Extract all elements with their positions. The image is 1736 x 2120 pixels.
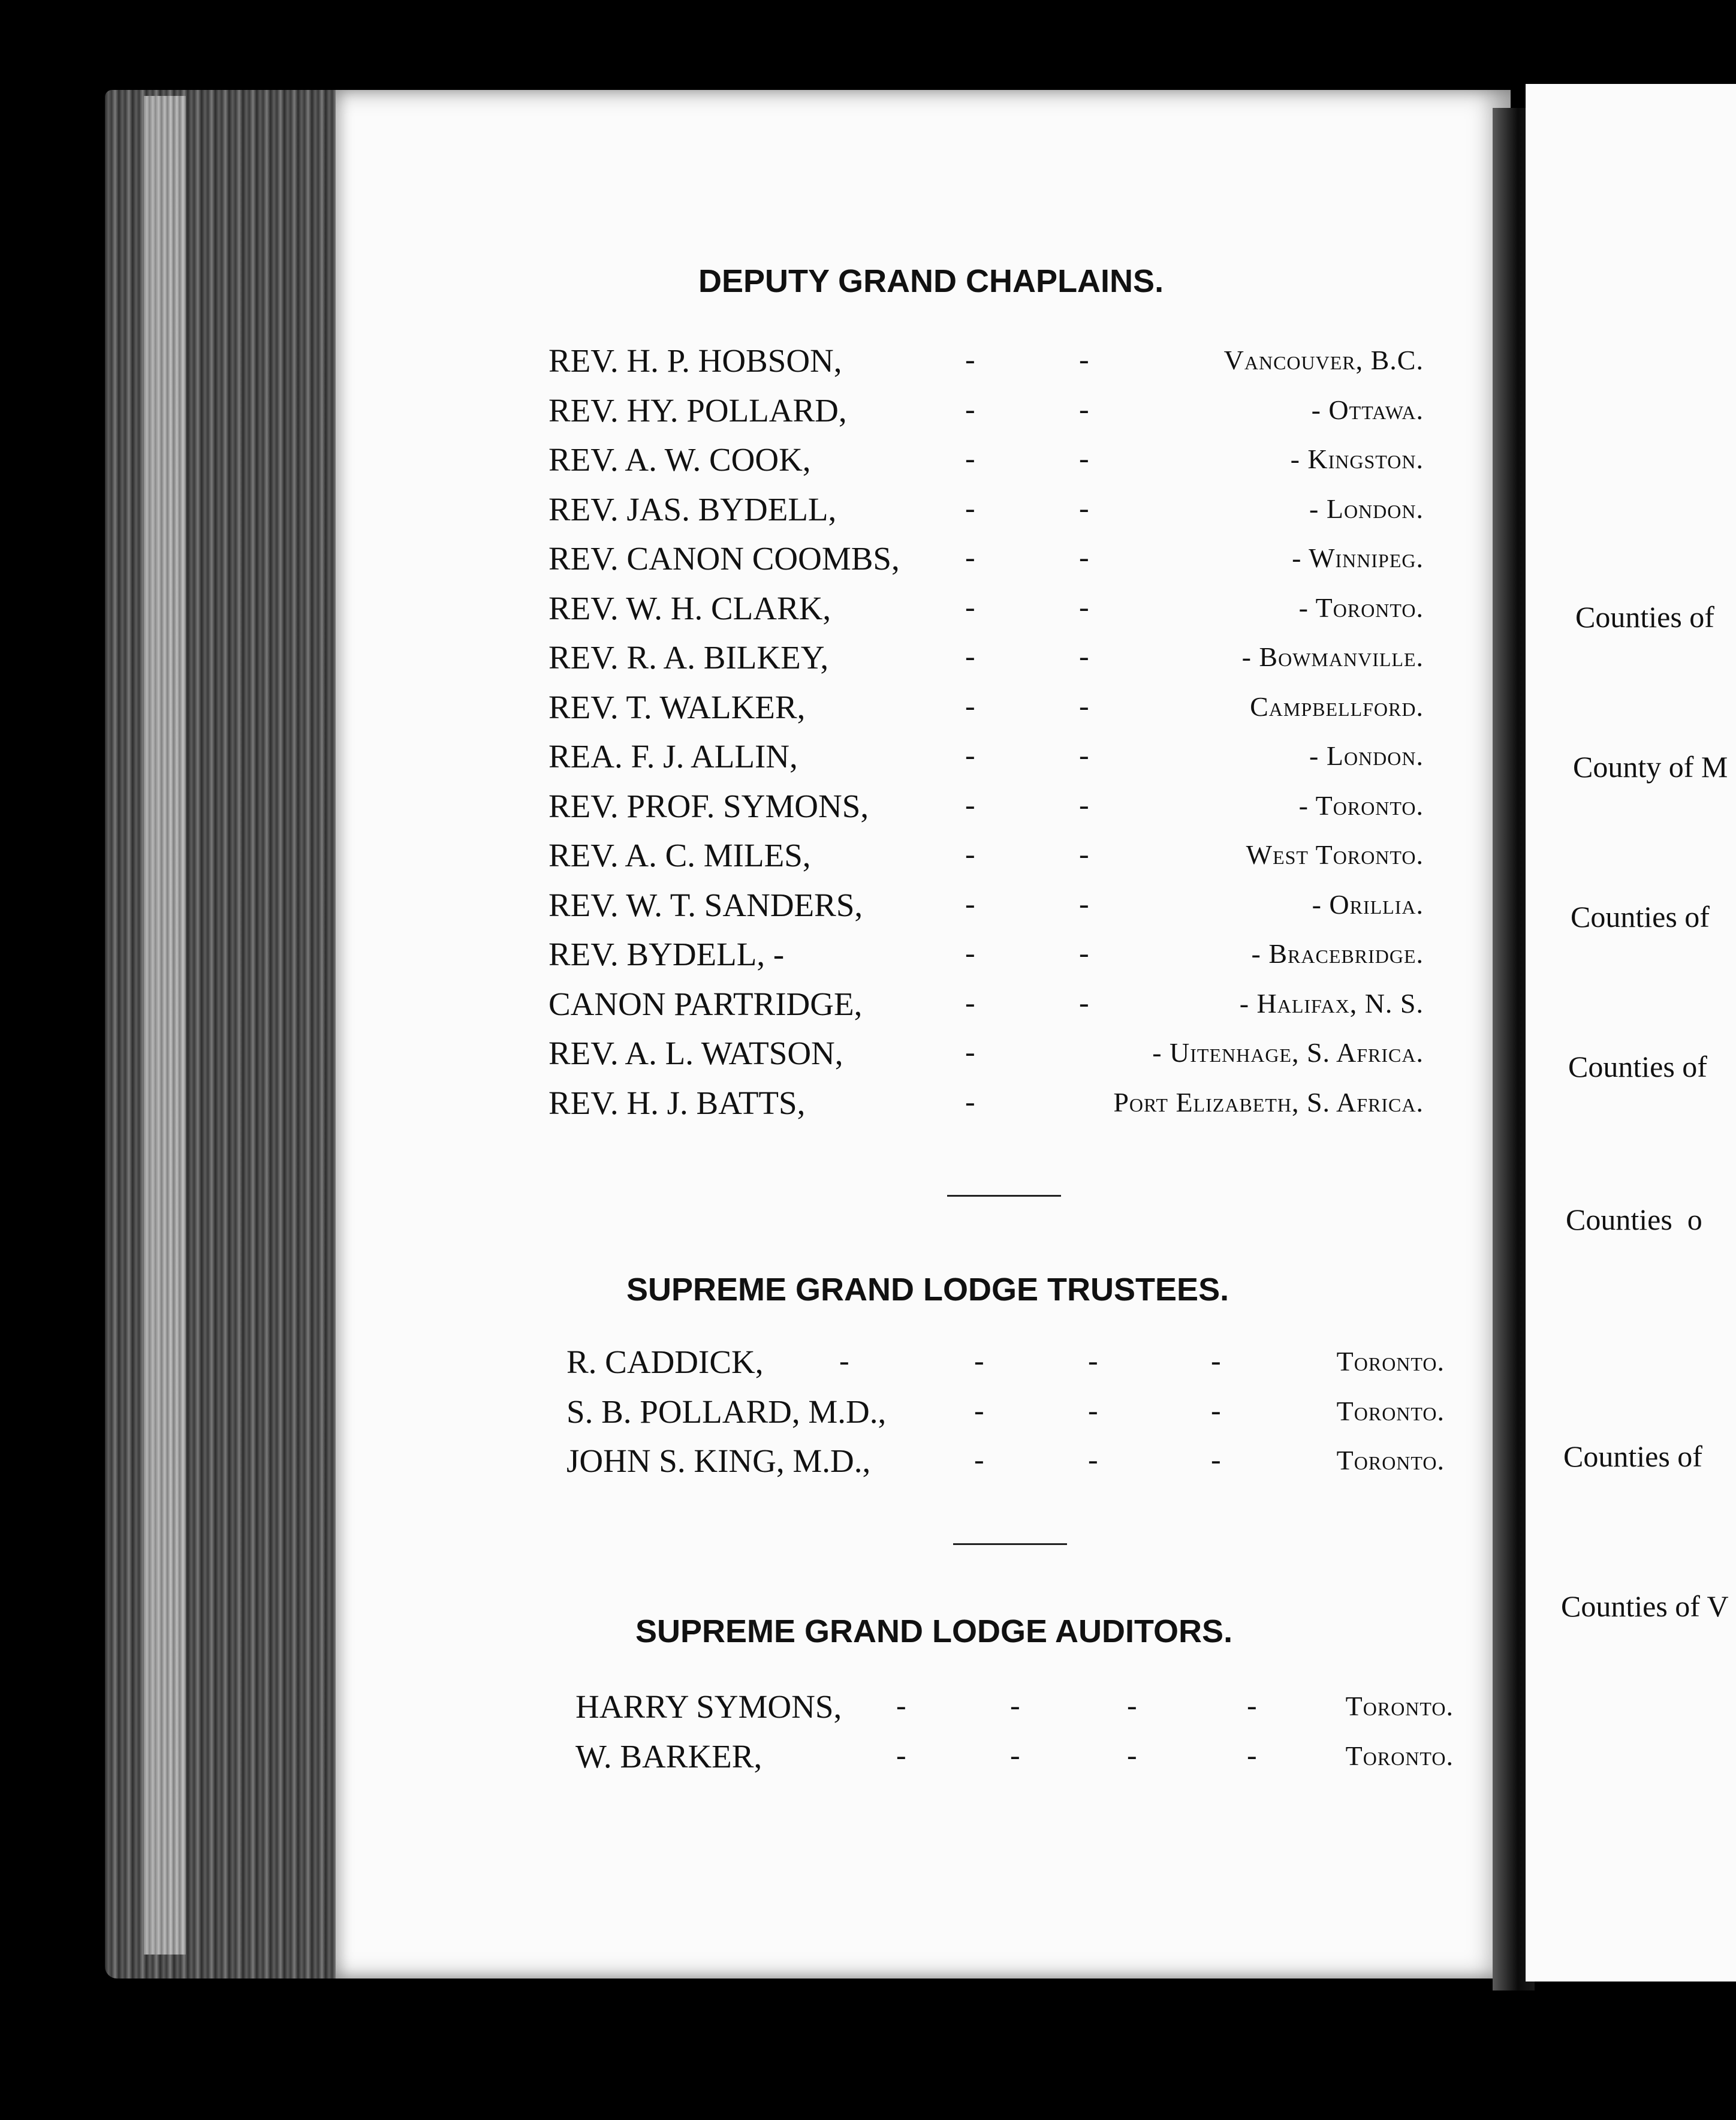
trustees-heading: SUPREME GRAND LODGE TRUSTEES.: [626, 1272, 1229, 1308]
entry-place: Toronto.: [1336, 1346, 1445, 1377]
entry-name: REV. PROF. SYMONS,: [548, 787, 869, 824]
list-item: [566, 1393, 1445, 1443]
separator-dash: -: [1079, 886, 1089, 920]
entry-name: REV. W. T. SANDERS,: [548, 886, 863, 923]
auditors-list: [575, 1688, 1454, 1787]
separator-dash: -: [1127, 1737, 1137, 1772]
separator-dash: -: [965, 1084, 975, 1118]
entry-name: REV. R. A. BILKEY,: [548, 639, 829, 676]
separator-dash: -: [974, 1344, 984, 1377]
separator-dash: -: [1079, 342, 1089, 376]
entry-name: REA. F. J. ALLIN,: [548, 738, 798, 775]
entry-name: REV. HY. POLLARD,: [548, 392, 847, 429]
separator-dash: -: [965, 441, 975, 475]
section-divider: [953, 1543, 1067, 1545]
separator-dash: -: [1211, 1393, 1221, 1427]
entry-name: HARRY SYMONS,: [575, 1688, 842, 1725]
entry-place: - Toronto.: [1298, 790, 1424, 821]
entry-name: REV. A. C. MILES,: [548, 837, 811, 874]
list-item: [548, 540, 1424, 589]
right-page-fragment: Counties of: [1575, 600, 1714, 634]
separator-dash: -: [1247, 1688, 1257, 1722]
separator-dash: -: [1247, 1737, 1257, 1772]
entry-name: REV. T. WALKER,: [548, 688, 806, 725]
separator-dash: -: [1079, 540, 1089, 574]
right-page-fragment: Counties of V: [1561, 1589, 1729, 1623]
entry-place: - Uitenhage, S. Africa.: [1152, 1037, 1424, 1068]
entry-place: Vancouver, B.C.: [1223, 345, 1424, 375]
separator-dash: -: [1127, 1688, 1137, 1722]
separator-dash: -: [965, 1035, 975, 1068]
separator-dash: -: [1010, 1688, 1020, 1722]
separator-dash: -: [965, 688, 975, 722]
list-item: [548, 737, 1424, 787]
entry-place: Toronto.: [1345, 1691, 1454, 1721]
entry-name: REV. H. P. HOBSON,: [548, 342, 842, 379]
entry-place: - Winnipeg.: [1292, 543, 1424, 573]
separator-dash: -: [1079, 490, 1089, 525]
entry-place: - Halifax, N. S.: [1239, 987, 1424, 1019]
entry-name: REV. W. H. CLARK,: [548, 589, 831, 627]
entry-place: Toronto.: [1336, 1395, 1445, 1426]
right-page-fragment: County of M: [1573, 750, 1728, 784]
section-divider: [947, 1195, 1061, 1197]
entry-place: West Toronto.: [1246, 839, 1424, 870]
separator-dash: -: [965, 738, 975, 772]
entry-place: Toronto.: [1336, 1445, 1445, 1475]
separator-dash: -: [1079, 589, 1089, 624]
separator-dash: -: [965, 589, 975, 624]
list-item: [548, 985, 1424, 1035]
entry-place: - Toronto.: [1298, 592, 1424, 623]
book-page-edges-highlight: [144, 96, 186, 1955]
right-page-fragment: Counties of: [1571, 900, 1710, 933]
list-item: [548, 392, 1424, 441]
entry-place: - Kingston.: [1290, 444, 1424, 474]
separator-dash: -: [965, 886, 975, 920]
list-item: [548, 1034, 1424, 1084]
separator-dash: -: [1079, 985, 1089, 1019]
separator-dash: -: [965, 985, 975, 1019]
auditors-heading: SUPREME GRAND LODGE AUDITORS.: [635, 1613, 1233, 1649]
entry-place: - Bowmanville.: [1241, 642, 1424, 672]
separator-dash: -: [1079, 392, 1089, 426]
separator-dash: -: [1088, 1443, 1098, 1476]
separator-dash: -: [1211, 1344, 1221, 1377]
entry-name: REV. A. L. WATSON,: [548, 1035, 843, 1071]
right-page-fragment: Counties of: [1568, 1050, 1707, 1083]
separator-dash: -: [1079, 936, 1089, 969]
separator-dash: -: [1079, 441, 1089, 475]
entry-place: - London.: [1309, 493, 1424, 524]
list-item: [548, 688, 1424, 738]
separator-dash: -: [965, 490, 975, 525]
entry-place: Port Elizabeth, S. Africa.: [1113, 1086, 1424, 1118]
separator-dash: -: [965, 787, 975, 821]
entry-place: - Ottawa.: [1311, 394, 1424, 425]
list-item: [548, 886, 1424, 936]
list-item: [548, 441, 1424, 490]
list-item: [566, 1343, 1445, 1393]
list-item: [548, 1084, 1424, 1134]
right-page-fragment: Counties o: [1566, 1203, 1702, 1236]
separator-dash: -: [965, 837, 975, 871]
entry-name: REV. BYDELL, -: [548, 936, 785, 972]
separator-dash: -: [965, 936, 975, 969]
separator-dash: -: [1079, 837, 1089, 871]
separator-dash: -: [1088, 1344, 1098, 1377]
list-item: [548, 589, 1424, 639]
list-item: [548, 639, 1424, 688]
separator-dash: -: [1088, 1393, 1098, 1427]
entry-name: CANON PARTRIDGE,: [548, 985, 863, 1022]
right-page-fragment: Counties of: [1563, 1440, 1702, 1473]
list-item: [548, 836, 1424, 886]
separator-dash: -: [896, 1688, 906, 1722]
entry-name: REV. H. J. BATTS,: [548, 1084, 806, 1121]
book-page-edges: [105, 90, 357, 1979]
separator-dash: -: [1010, 1737, 1020, 1772]
list-item: [566, 1442, 1445, 1492]
separator-dash: -: [1079, 688, 1089, 722]
separator-dash: -: [965, 540, 975, 574]
list-item: [548, 342, 1424, 392]
entry-name: R. CADDICK,: [566, 1344, 764, 1380]
entry-name: REV. JAS. BYDELL,: [548, 490, 837, 528]
separator-dash: -: [965, 639, 975, 673]
entry-name: JOHN S. KING, M.D.,: [566, 1443, 871, 1479]
entry-place: - London.: [1309, 740, 1424, 771]
entry-place: - Bracebridge.: [1251, 938, 1424, 969]
list-item: [548, 490, 1424, 540]
separator-dash: -: [974, 1443, 984, 1476]
entry-place: Campbellford.: [1250, 691, 1424, 722]
entry-place: - Orillia.: [1312, 889, 1424, 920]
trustees-list: [566, 1343, 1445, 1492]
separator-dash: -: [896, 1737, 906, 1772]
list-item: [575, 1688, 1454, 1737]
entry-name: REV. CANON COOMBS,: [548, 540, 900, 577]
list-item: [575, 1737, 1454, 1787]
separator-dash: -: [965, 392, 975, 426]
separator-dash: -: [1211, 1443, 1221, 1476]
deputy-grand-chaplains-list: [548, 342, 1424, 1133]
separator-dash: -: [965, 342, 975, 376]
separator-dash: -: [1079, 787, 1089, 821]
separator-dash: -: [1079, 639, 1089, 673]
entry-place: Toronto.: [1345, 1740, 1454, 1771]
entry-name: S. B. POLLARD, M.D.,: [566, 1393, 887, 1430]
right-page: [1526, 84, 1736, 1982]
separator-dash: -: [839, 1344, 849, 1377]
separator-dash: -: [1079, 738, 1089, 772]
deputy-grand-chaplains-heading: DEPUTY GRAND CHAPLAINS.: [698, 263, 1164, 299]
list-item: [548, 935, 1424, 985]
entry-name: REV. A. W. COOK,: [548, 441, 811, 478]
list-item: [548, 787, 1424, 837]
entry-name: W. BARKER,: [575, 1737, 762, 1775]
separator-dash: -: [974, 1393, 984, 1427]
